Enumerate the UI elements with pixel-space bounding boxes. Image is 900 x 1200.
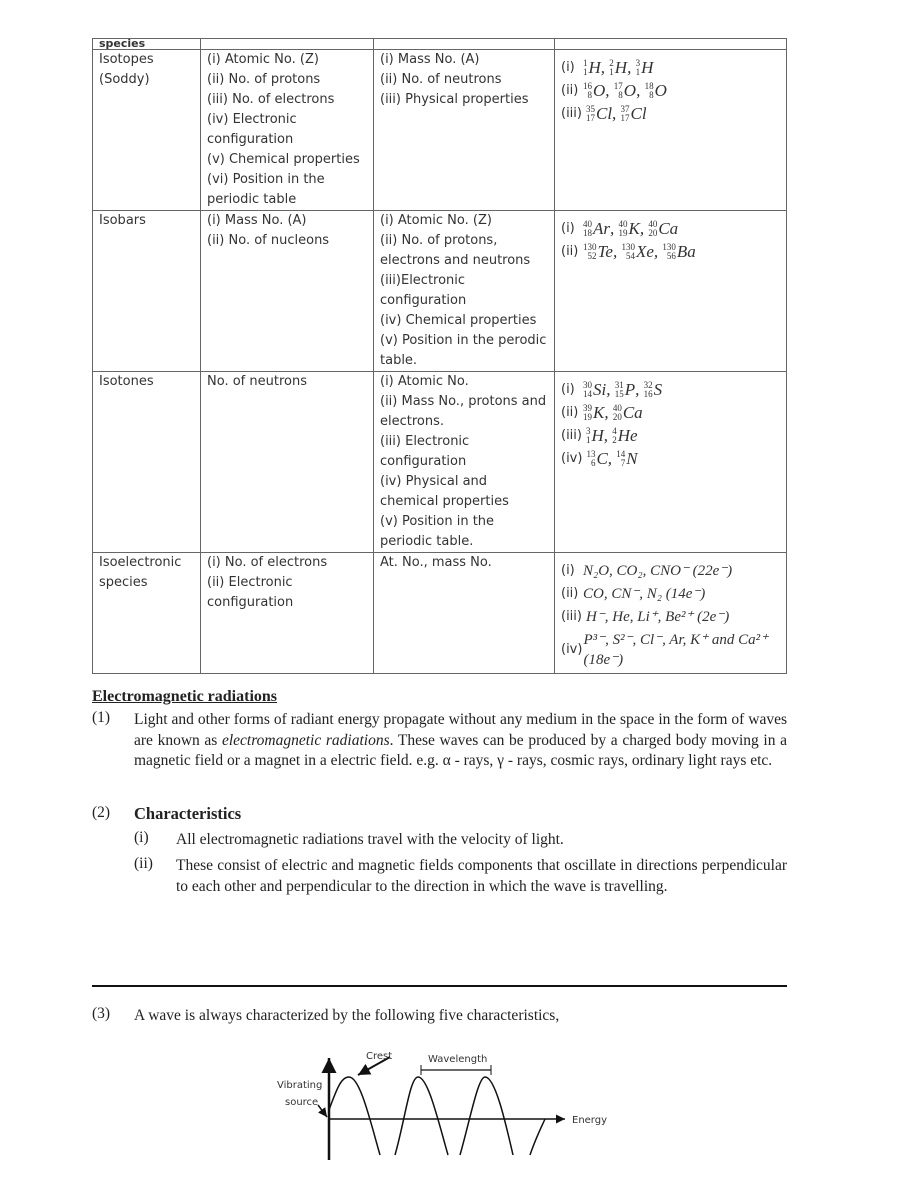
mass-number: 130	[621, 242, 635, 252]
element-symbol: Xe	[635, 242, 654, 261]
isoelectronic-formula: P³⁻, S²⁻, Cl⁻, Ar, K⁺ and Ca²⁺ (18e⁻)	[583, 632, 768, 668]
mass-number: 40	[648, 219, 658, 229]
nuclide-symbol	[583, 58, 609, 78]
mass-number: 40	[583, 219, 592, 229]
property-line: (i) Atomic No. (Z)	[207, 52, 319, 67]
element-symbol: H	[614, 58, 628, 77]
mass-number: 3	[635, 58, 641, 68]
atomic-number: 56	[666, 251, 676, 261]
characteristic-2: These consist of electric and magnetic fields components that oscillate in directions perpendicular to each other and perpendicular to the direction in which the wave is travelling.	[176, 857, 787, 895]
comma: ,	[635, 380, 644, 399]
element-symbol: Te	[597, 242, 613, 261]
element-symbol: Cl	[630, 104, 647, 123]
atomic-number: 19	[583, 412, 592, 422]
characteristic-1: All electromagnetic radiations travel with the velocity of light.	[176, 831, 564, 848]
atomic-number: 17	[620, 113, 630, 123]
item-number: (ii)	[134, 855, 153, 872]
nuclide-numbers	[583, 220, 592, 238]
nuclide-numbers	[616, 450, 625, 468]
comma: ,	[627, 58, 636, 77]
nuclide-numbers	[583, 243, 597, 261]
property-line: (iii) No. of electrons	[207, 92, 335, 107]
mass-number: 40	[612, 403, 622, 413]
different-properties-cell	[374, 553, 555, 674]
property-line: At. No., mass No.	[380, 555, 492, 570]
atomic-number: 1	[583, 67, 588, 77]
crest-label: Crest	[366, 1051, 393, 1062]
element-symbol: H	[588, 58, 601, 77]
comma: ,	[610, 219, 619, 238]
nuclide-symbol	[613, 403, 643, 423]
source-arrow	[318, 1105, 327, 1117]
example-item	[561, 426, 780, 446]
property-line: (iv) Electronic configuration	[207, 112, 297, 147]
property-line: No. of neutrons	[207, 374, 307, 389]
example-label: (i)	[561, 382, 575, 397]
example-label: (ii)	[561, 83, 579, 98]
atomic-number: 2	[612, 435, 617, 445]
nuclide-numbers	[583, 59, 588, 77]
mass-number: 13	[586, 449, 596, 459]
nuclide-symbol	[648, 219, 678, 239]
comma: ,	[604, 403, 613, 422]
nuclide-symbol	[644, 380, 663, 400]
table-row	[93, 50, 787, 211]
nuclide-symbol	[614, 81, 645, 101]
property-line: (ii) Mass No., protons and electrons.	[380, 394, 547, 429]
nuclide-symbol	[612, 426, 637, 446]
table-row	[93, 553, 787, 674]
element-symbol: C	[596, 449, 608, 468]
nuclide-numbers	[644, 381, 653, 399]
nuclide-numbers	[586, 450, 595, 468]
examples-cell	[555, 553, 787, 674]
examples-cell	[555, 211, 787, 372]
nuclide-numbers	[619, 220, 628, 238]
mass-number: 37	[620, 104, 630, 114]
mass-number: 32	[643, 380, 653, 390]
species-name-cell: Isoelectronic species	[93, 553, 201, 674]
same-properties-cell	[201, 211, 374, 372]
example-item	[561, 104, 780, 124]
same-properties-cell	[201, 372, 374, 553]
paragraph-1	[134, 710, 787, 772]
table-row	[93, 211, 787, 372]
example-label: (iv)	[561, 642, 583, 657]
atomic-number: 16	[643, 389, 653, 399]
paragraph-3: A wave is always characterized by the following five characteristics,	[134, 1007, 560, 1024]
example-label: (ii)	[561, 586, 579, 601]
different-properties-cell	[374, 372, 555, 553]
comma: ,	[636, 81, 645, 100]
emphasis: electromagnetic radiations	[221, 731, 390, 749]
element-symbol: K	[593, 403, 605, 422]
example-label: (iii)	[561, 428, 582, 443]
nuclide-numbers	[609, 59, 614, 77]
nuclide-symbol	[583, 242, 621, 262]
comma: ,	[607, 449, 617, 468]
atomic-number: 7	[620, 458, 626, 468]
mass-number: 130	[583, 242, 597, 252]
mass-number: 35	[585, 104, 595, 114]
atomic-number: 52	[587, 251, 597, 261]
atomic-number: 20	[648, 228, 658, 238]
property-line: (ii) Electronic configuration	[207, 575, 294, 610]
example-label: (iii)	[561, 609, 582, 624]
example-item	[561, 380, 780, 400]
different-properties-cell	[374, 211, 555, 372]
nuclide-symbol	[583, 380, 615, 400]
property-line: (v) Position in the periodic table.	[380, 514, 495, 549]
element-symbol: N	[626, 449, 638, 468]
nuclide-numbers	[586, 427, 591, 445]
element-symbol: Ba	[676, 242, 696, 261]
source-label-2: source	[285, 1097, 319, 1108]
element-symbol: Si	[593, 380, 607, 399]
nuclide-numbers	[583, 404, 592, 422]
examples-cell	[555, 372, 787, 553]
element-symbol: O	[593, 81, 606, 100]
example-item	[561, 561, 780, 581]
item-number: (1)	[92, 709, 111, 726]
element-symbol: H	[641, 58, 654, 77]
nuclide-symbol	[636, 58, 654, 78]
nuclide-symbol	[586, 426, 612, 446]
element-symbol: Cl	[595, 104, 613, 123]
example-label: (ii)	[561, 405, 579, 420]
nuclide-numbers	[636, 59, 641, 77]
example-label: (i)	[561, 563, 575, 578]
element-symbol: He	[617, 426, 638, 445]
atomic-number: 54	[625, 251, 635, 261]
property-line: (vi) Position in the periodic table	[207, 172, 325, 207]
example-item	[561, 81, 780, 101]
example-label: (ii)	[561, 244, 579, 259]
comma: ,	[612, 242, 622, 261]
property-line: (i) Atomic No.	[380, 374, 469, 389]
mass-number: 3	[585, 426, 591, 436]
comma: ,	[639, 219, 649, 238]
property-line: (iv) Physical and chemical properties	[380, 474, 509, 509]
same-properties-cell	[201, 553, 374, 674]
species-name-cell: Isotopes (Soddy)	[93, 50, 201, 211]
nuclide-symbol	[619, 219, 649, 239]
section-title: Electromagnetic radiations	[92, 688, 278, 705]
mass-number: 1	[583, 58, 588, 68]
divider	[92, 985, 787, 987]
atomic-number: 15	[614, 389, 624, 399]
nuclide-numbers	[648, 220, 657, 238]
energy-label: Energy	[572, 1115, 608, 1126]
nuclide-symbol	[583, 403, 613, 423]
item-number: (3)	[92, 1005, 111, 1022]
isoelectronic-formula: CO, CN⁻, N₂ (14e⁻)	[583, 586, 706, 602]
example-item	[561, 449, 780, 469]
element-symbol: K	[628, 219, 640, 238]
comma: ,	[606, 380, 615, 399]
text: . These waves can be produced by a charged body moving in a magnetic field or a magnet in a electric field. e.g. α - rays, γ - rays, cosmic rays, ordinary light rays etc.	[134, 731, 787, 769]
property-line: (v) Position in the perodic table.	[380, 333, 547, 368]
nuclide-symbol	[662, 242, 695, 262]
mass-number: 30	[583, 380, 592, 390]
atomic-number: 20	[612, 412, 622, 422]
property-line: (iii)Electronic configuration	[380, 273, 467, 308]
atomic-number: 1	[585, 435, 591, 445]
nuclide-numbers	[613, 404, 622, 422]
wave-curve	[329, 1077, 545, 1155]
nuclide-symbol	[583, 81, 614, 101]
property-line: (iv) Chemical properties	[380, 313, 537, 328]
nuclide-numbers	[612, 427, 617, 445]
comma: ,	[605, 81, 614, 100]
atomic-number: 1	[635, 67, 641, 77]
nuclide-numbers	[583, 82, 592, 100]
element-symbol: O	[623, 81, 637, 100]
mass-number: 17	[613, 81, 623, 91]
atomic-number: 14	[583, 389, 592, 399]
nuclide-symbol	[621, 242, 662, 262]
nuclide-symbol	[645, 81, 667, 101]
mass-number: 40	[618, 219, 628, 229]
different-properties-cell	[374, 50, 555, 211]
nuclide-numbers	[583, 381, 592, 399]
comma: ,	[612, 104, 621, 123]
nuclide-numbers	[586, 105, 595, 123]
isoelectronic-formula: H⁻, He, Li⁺, Be²⁺ (2e⁻)	[585, 609, 730, 625]
property-line: (ii) No. of protons, electrons and neutrons	[380, 233, 531, 268]
example-label: (i)	[561, 60, 575, 75]
mass-number: 4	[612, 426, 617, 436]
atomic-number: 1	[609, 67, 614, 77]
example-item	[561, 584, 780, 604]
element-symbol: S	[653, 380, 663, 399]
example-label: (i)	[561, 221, 575, 236]
isotopes-comparison-table	[92, 38, 787, 674]
example-item	[561, 58, 780, 78]
item-number: (2)	[92, 804, 111, 821]
nuclide-numbers	[621, 243, 635, 261]
source-label: Vibrating	[277, 1080, 323, 1091]
examples-cell	[555, 50, 787, 211]
nuclide-symbol	[583, 219, 619, 239]
property-line: (iii) Electronic configuration	[380, 434, 470, 469]
element-symbol: H	[591, 426, 604, 445]
property-line: (ii) No. of protons	[207, 72, 321, 87]
property-line: (ii) No. of neutrons	[380, 72, 502, 87]
property-line: (ii) No. of nucleons	[207, 233, 330, 248]
element-symbol: Ar	[593, 219, 610, 238]
nuclide-symbol	[586, 104, 621, 124]
atomic-number: 19	[618, 228, 628, 238]
header-cell: species	[93, 39, 201, 50]
item-number: (i)	[134, 829, 149, 846]
nuclide-numbers	[614, 82, 623, 100]
text: Light and other forms of radiant energy propagate without any medium in the space in the form of waves are known as	[134, 711, 787, 749]
nuclide-symbol	[621, 104, 647, 124]
mass-number: 31	[614, 380, 624, 390]
comma: ,	[600, 58, 610, 77]
wavelength-label: Wavelength	[428, 1054, 488, 1065]
characteristics-heading: Characteristics	[134, 804, 242, 823]
atomic-number: 18	[583, 228, 592, 238]
isoelectronic-formula: N₂O, CO₂, CNO⁻ (22e⁻)	[583, 563, 733, 579]
example-item	[561, 242, 780, 262]
mass-number: 18	[644, 81, 654, 91]
same-properties-cell	[201, 50, 374, 211]
element-symbol: Ca	[622, 403, 643, 422]
nuclide-symbol	[615, 380, 644, 400]
example-item	[561, 607, 780, 627]
nuclide-symbol	[586, 449, 616, 469]
element-symbol: P	[624, 380, 636, 399]
comma: ,	[603, 426, 613, 445]
mass-number: 16	[583, 81, 592, 91]
mass-number: 2	[609, 58, 614, 68]
atomic-number: 8	[618, 90, 623, 100]
table-row	[93, 372, 787, 553]
example-label: (iv)	[561, 451, 583, 466]
atomic-number: 6	[590, 458, 596, 468]
species-name-cell: Isobars	[93, 211, 201, 372]
nuclide-numbers	[615, 381, 624, 399]
property-line: (i) Mass No. (A)	[207, 213, 307, 228]
example-item	[561, 219, 780, 239]
example-label: (iii)	[561, 106, 582, 121]
example-item	[561, 630, 780, 670]
example-item	[561, 403, 780, 423]
property-line: (v) Chemical properties	[207, 152, 360, 167]
wave-diagram	[260, 1030, 620, 1160]
nuclide-symbol	[609, 58, 635, 78]
element-symbol: O	[654, 81, 667, 100]
nuclide-numbers	[621, 105, 630, 123]
mass-number: 39	[583, 403, 592, 413]
property-line: (i) Mass No. (A)	[380, 52, 480, 67]
property-line: (i) Atomic No. (Z)	[380, 213, 492, 228]
property-line: (iii) Physical properties	[380, 92, 529, 107]
nuclide-numbers	[645, 82, 654, 100]
atomic-number: 8	[587, 90, 592, 100]
comma: ,	[653, 242, 663, 261]
mass-number: 130	[662, 242, 676, 252]
atomic-number: 17	[585, 113, 595, 123]
atomic-number: 8	[649, 90, 654, 100]
mass-number: 14	[616, 449, 626, 459]
element-symbol: Ca	[658, 219, 679, 238]
nuclide-numbers	[662, 243, 676, 261]
species-name-cell: Isotones	[93, 372, 201, 553]
property-line: (i) No. of electrons	[207, 555, 328, 570]
nuclide-symbol	[616, 449, 637, 469]
